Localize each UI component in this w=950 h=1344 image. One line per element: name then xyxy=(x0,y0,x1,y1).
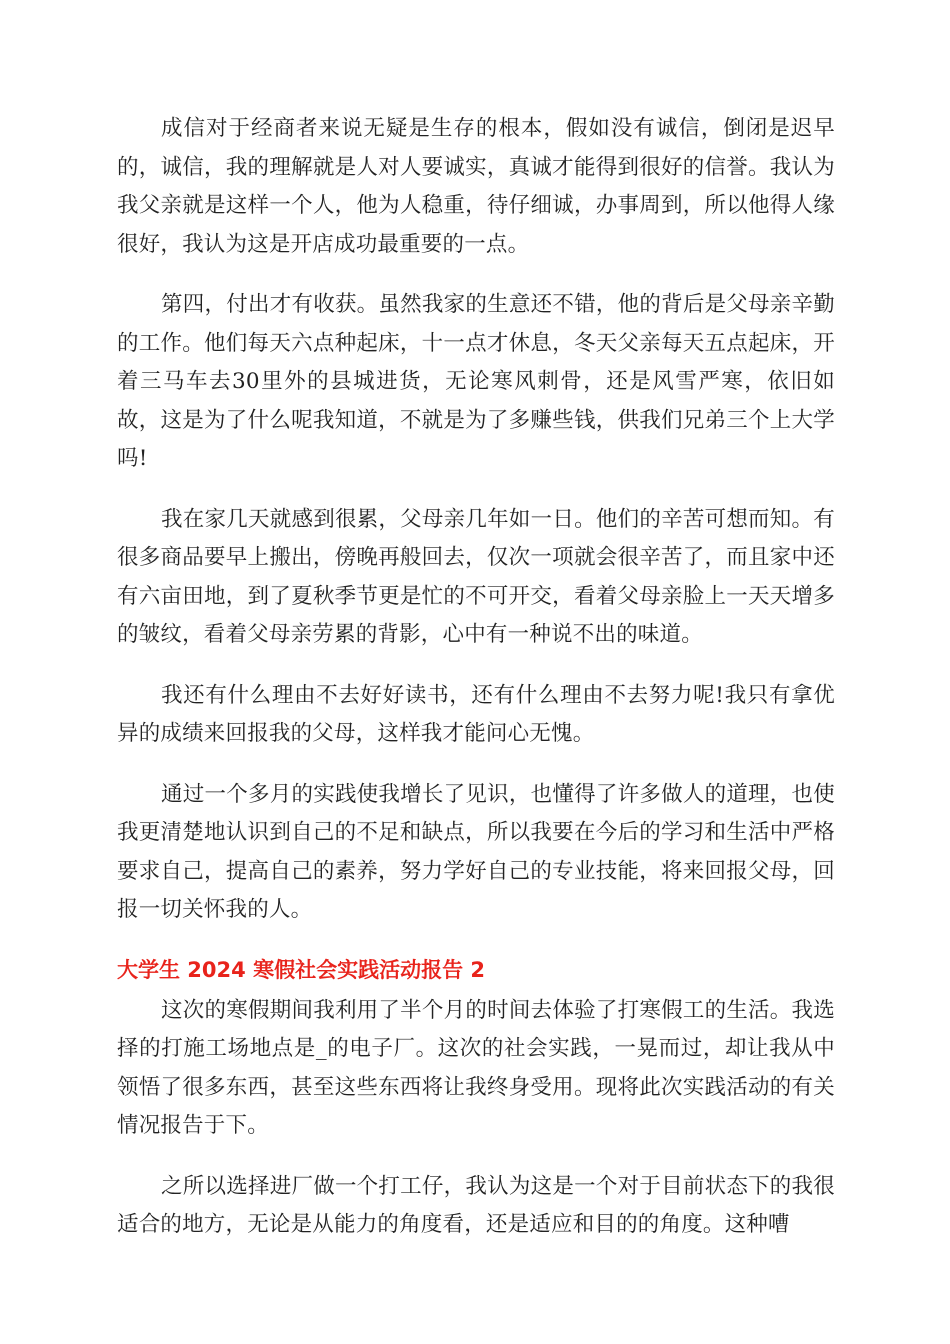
body-paragraph: 之所以选择进厂做一个打工仔，我认为这是一个对于目前状态下的我很适合的地方，无论是从能力的角度看，还是适应和目的的角度。这种嘈 xyxy=(117,1173,835,1237)
body-paragraph: 成信对于经商者来说无疑是生存的根本，假如没有诚信，倒闭是迟早的，诚信，我的理解就是人对人要诚实，真诚才能得到很好的信誉。我认为我父亲就是这样一个人，他为人稳重，待仔细诚，办事周到，所以他得人缘很好，我认为这是开店成功最重要的一点。 xyxy=(117,116,835,257)
body-paragraph: 这次的寒假期间我利用了半个月的时间去体验了打寒假工的生活。我选择的打施工场地点是_的电子厂。这次的社会实践，一晃而过，却让我从中领悟了很多东西，甚至这些东西将让我终身受用。现将此次实践活动的有关情况报告于下。 xyxy=(117,997,835,1138)
body-paragraph: 我在家几天就感到很累，父母亲几年如一日。他们的辛苦可想而知。有很多商品要早上搬出，傍晚再般回去，仅次一项就会很辛苦了，而且家中还有六亩田地，到了夏秋季节更是忙的不可开交，看着父母亲脸上一天天增多的皱纹，看着父母亲劳累的背影，心中有一种说不出的味道。 xyxy=(117,506,835,647)
section-heading: 大学生 2024 寒假社会实践活动报告 2 xyxy=(117,957,485,982)
body-paragraph: 我还有什么理由不去好好读书，还有什么理由不去努力呢!我只有拿优异的成绩来回报我的父母，这样我才能问心无愧。 xyxy=(117,682,835,746)
document-page xyxy=(117,110,835,1267)
body-paragraph: 第四，付出才有收获。虽然我家的生意还不错，他的背后是父母亲辛勤的工作。他们每天六点种起床，十一点才休息，冬天父亲每天五点起床，开着三马车去30里外的县城进货，无论寒风刺骨，还是风雪严寒，依旧如故，这是为了什么呢我知道，不就是为了多赚些钱，供我们兄弟三个上大学吗! xyxy=(117,292,835,471)
body-paragraph: 通过一个多月的实践使我增长了见识，也懂得了许多做人的道理，也使我更清楚地认识到自己的不足和缺点，所以我要在今后的学习和生活中严格要求自己，提高自己的素养，努力学好自己的专业技能，将来回报父母，回报一切关怀我的人。 xyxy=(117,781,835,922)
